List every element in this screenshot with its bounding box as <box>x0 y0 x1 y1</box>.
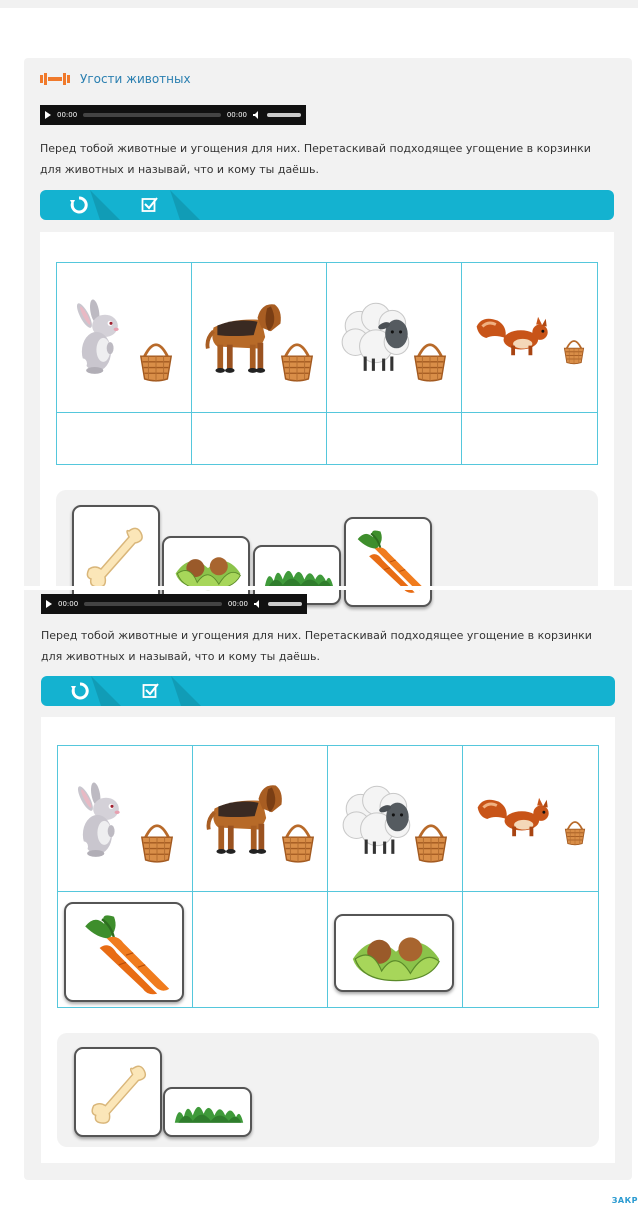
time-current: 00:00 <box>58 600 79 608</box>
treat-tile-bone[interactable] <box>72 505 160 605</box>
check-button[interactable] <box>135 190 165 220</box>
refresh-icon <box>69 195 89 215</box>
close-link[interactable]: ЗАКР <box>611 1196 638 1205</box>
drop-slot[interactable] <box>327 413 462 464</box>
animal-cell-dog <box>192 263 327 413</box>
treat-tile-nuts[interactable] <box>334 914 454 992</box>
bone-image <box>88 1059 150 1127</box>
play-icon[interactable] <box>46 600 52 608</box>
rabbit-image <box>69 293 129 381</box>
play-icon[interactable] <box>45 111 51 119</box>
squirrel-image <box>473 794 561 842</box>
section-divider <box>24 586 632 590</box>
basket-icon <box>137 335 175 383</box>
drop-slot[interactable] <box>462 413 597 464</box>
basket-icon <box>562 335 586 365</box>
volume-icon[interactable] <box>254 600 262 608</box>
drop-slot[interactable] <box>463 892 598 1007</box>
instructions-text: Перед тобой животные и угощения для них. Перетаскивай подходящее угощение в корзинки для животных и называй, что и кому ты даёшь. <box>41 629 592 663</box>
animal-cell-dog <box>193 746 328 892</box>
basket-icon <box>563 816 587 846</box>
squirrel-image <box>472 313 560 361</box>
reset-button[interactable] <box>65 676 95 706</box>
bone-image <box>84 521 146 591</box>
volume-slider[interactable] <box>267 113 301 117</box>
time-current: 00:00 <box>57 111 78 119</box>
exercise-header <box>40 68 191 90</box>
carrot-image <box>76 912 176 996</box>
time-total: 00:00 <box>227 600 248 608</box>
basket-icon <box>412 816 450 864</box>
treat-tile-carrot[interactable] <box>344 517 432 607</box>
animal-cell-sheep <box>327 263 462 413</box>
check-button[interactable] <box>136 676 166 706</box>
treat-tile-grass[interactable] <box>163 1087 252 1137</box>
seek-bar[interactable] <box>84 602 222 606</box>
exercise-title: Угости животных <box>80 72 191 86</box>
checkbox-icon <box>141 196 159 214</box>
grass-image <box>173 1097 245 1125</box>
audio-player[interactable] <box>41 594 307 614</box>
grass-image <box>263 561 335 589</box>
basket-icon <box>279 816 317 864</box>
animal-cell-squirrel <box>462 263 597 413</box>
exercise-toolbar <box>41 676 615 706</box>
animal-grid <box>56 262 598 465</box>
treat-tile-carrot[interactable] <box>64 902 184 1002</box>
basket-icon <box>138 816 176 864</box>
audio-player[interactable] <box>40 105 306 125</box>
volume-slider[interactable] <box>268 602 302 606</box>
exercise-toolbar <box>40 190 614 220</box>
nuts-image <box>348 922 444 984</box>
animal-cell-squirrel <box>463 746 598 892</box>
dumbbell-icon <box>40 71 70 87</box>
seek-bar[interactable] <box>83 113 221 117</box>
drop-slot[interactable] <box>58 892 193 1007</box>
sheep-image <box>338 776 420 862</box>
basket-icon <box>411 335 449 383</box>
top-strip <box>0 0 638 8</box>
carrot-image <box>352 527 428 595</box>
rabbit-image <box>70 776 130 864</box>
treat-tile-bone[interactable] <box>74 1047 162 1137</box>
drop-slot[interactable] <box>193 892 328 1007</box>
drop-slot[interactable] <box>328 892 463 1007</box>
drop-slot[interactable] <box>57 413 192 464</box>
animal-cell-rabbit <box>58 746 193 892</box>
animal-grid <box>57 745 599 1008</box>
refresh-icon <box>70 681 90 701</box>
volume-icon[interactable] <box>253 111 261 119</box>
instructions-text: Перед тобой животные и угощения для них. Перетаскивай подходящее угощение в корзинки для животных и называй, что и кому ты даёшь. <box>40 142 591 176</box>
checkbox-icon <box>142 682 160 700</box>
time-total: 00:00 <box>226 111 247 119</box>
basket-icon <box>278 335 316 383</box>
animal-cell-sheep <box>328 746 463 892</box>
reset-button[interactable] <box>64 190 94 220</box>
animal-cell-rabbit <box>57 263 192 413</box>
drop-slot[interactable] <box>192 413 327 464</box>
sheep-image <box>337 293 419 379</box>
